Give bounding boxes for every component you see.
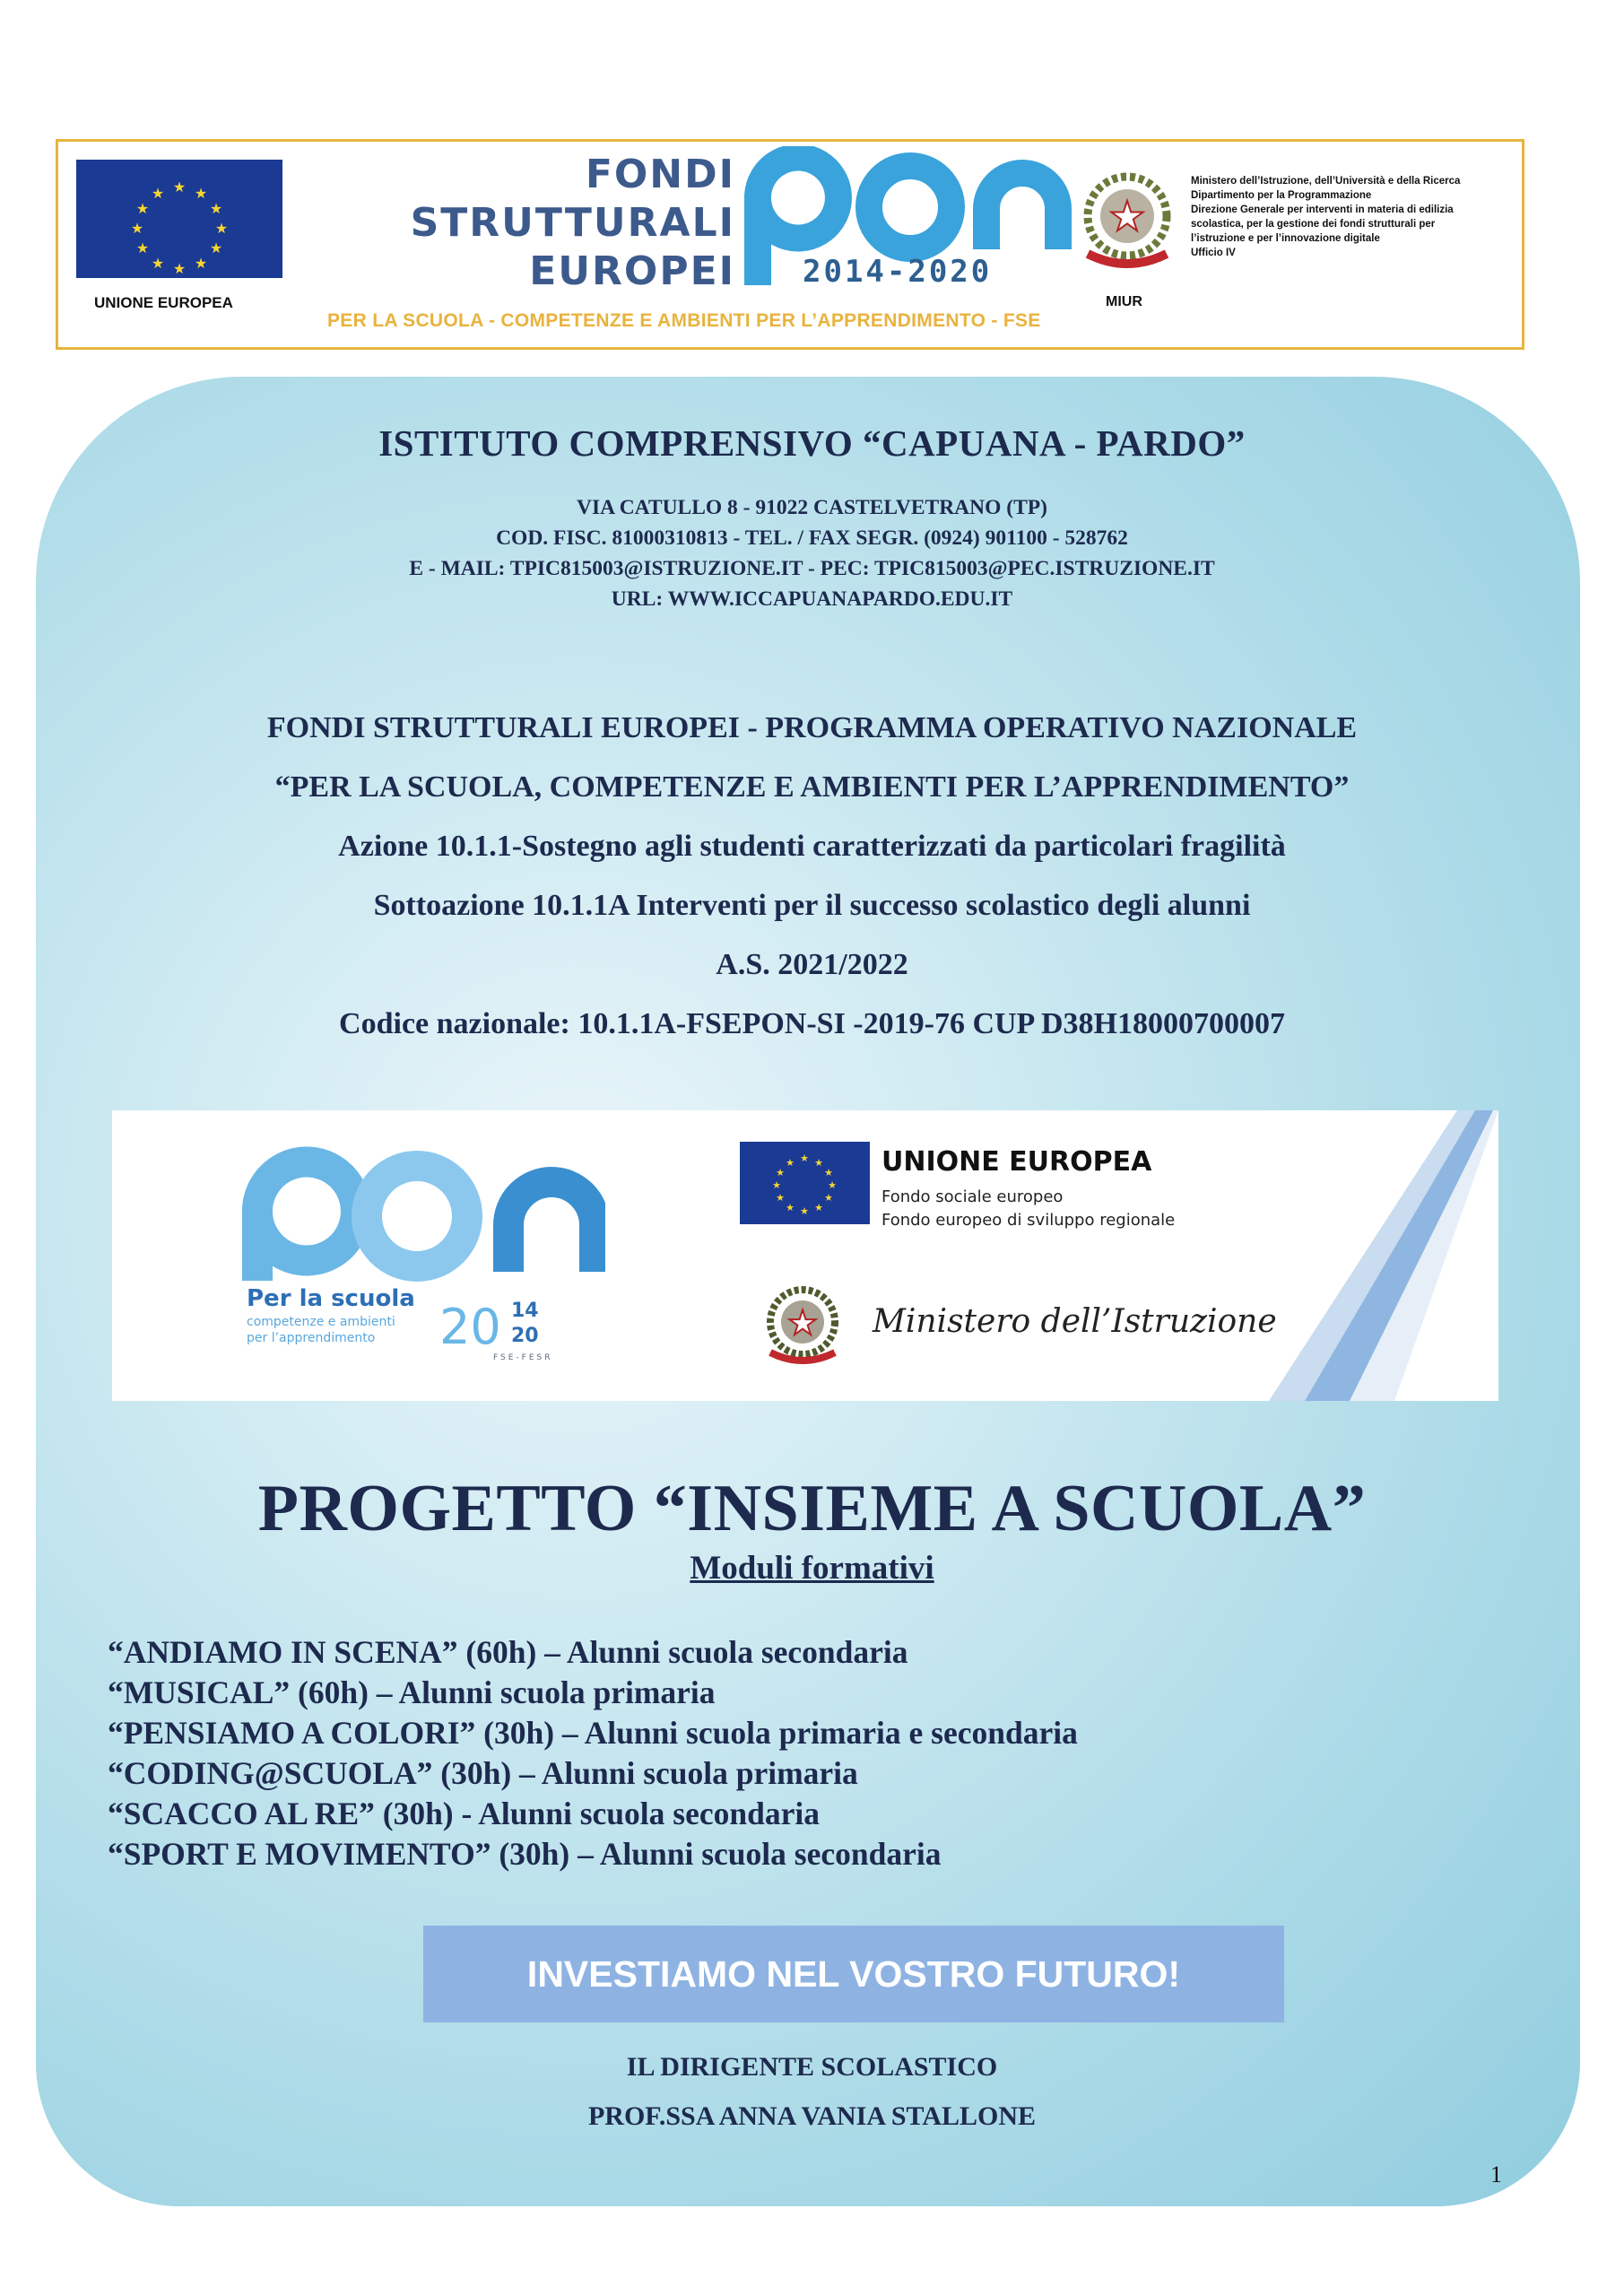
module-item: “SPORT E MOVIMENTO” (30h) – Alunni scuola secondaria [108, 1836, 942, 1872]
svg-text:★: ★ [814, 1158, 823, 1169]
module-item: “PENSIAMO A COLORI” (30h) – Alunni scuola primaria e secondaria [108, 1715, 1078, 1751]
svg-text:★: ★ [172, 262, 187, 277]
module-item: “CODING@SCUOLA” (30h) – Alunni scuola primaria [108, 1755, 858, 1791]
svg-text:★: ★ [776, 1193, 785, 1204]
svg-text:★: ★ [194, 187, 208, 202]
svg-text:★: ★ [824, 1168, 833, 1178]
school-fiscal: COD. FISC. 81000310813 - TEL. / FAX SEGR. (0924) 901100 - 528762 [496, 526, 1128, 550]
eu-label: UNIONE EUROPEA [94, 294, 233, 311]
miur-label: MIUR [1106, 294, 1142, 309]
svg-text:★: ★ [786, 1203, 795, 1213]
pon-years: 2014-2020 [803, 254, 993, 290]
svg-text:★: ★ [194, 257, 208, 272]
svg-text:★: ★ [151, 257, 165, 272]
pon-per-la-scuola-logo [220, 1146, 605, 1366]
strip-ministry: Ministero dell’Istruzione [873, 1303, 1277, 1340]
svg-text:★: ★ [786, 1305, 819, 1343]
pon-year-b: 14 [511, 1300, 539, 1322]
eu-flag-icon [76, 160, 282, 278]
school-address: VIA CATULLO 8 - 91022 CASTELVETRANO (TP) [577, 496, 1047, 519]
decorative-swoosh [1188, 1110, 1498, 1401]
miur-text-line: Direzione Generale per interventi in materia di edilizia [1191, 204, 1454, 215]
svg-text:★: ★ [814, 1203, 823, 1213]
pon-caption-2: competenze e ambienti [247, 1315, 395, 1329]
strip-eu-subtitle [881, 1186, 1175, 1232]
fse-title [323, 151, 735, 296]
fse-title-line: FONDI [585, 152, 735, 197]
school-email: E - MAIL: TPIC815003@ISTRUZIONE.IT - PEC: TPIC815003@PEC.ISTRUZIONE.IT [409, 557, 1215, 580]
signature-name: PROF.SSA ANNA VANIA STALLONE [587, 2101, 1037, 2131]
strip-eu-sub-line: Fondo europeo di sviluppo regionale [881, 1211, 1176, 1230]
svg-text:★: ★ [214, 222, 229, 237]
modules-list [108, 1632, 1078, 1874]
svg-text:★: ★ [828, 1180, 837, 1191]
italian-republic-emblem-icon [1072, 164, 1183, 275]
fse-title-line: STRUTTURALI [410, 200, 735, 246]
svg-text:★: ★ [1108, 194, 1146, 239]
pon-logo-strip [112, 1110, 1498, 1401]
svg-text:★: ★ [776, 1168, 785, 1178]
programme-line-2: “PER LA SCUOLA, COMPETENZE E AMBIENTI PER L’APPRENDIMENTO” [274, 770, 1350, 804]
svg-text:★: ★ [135, 202, 150, 217]
miur-text-line: Ministero dell’Istruzione, dell’Università e della Ricerca [1191, 176, 1461, 187]
svg-text:★: ★ [130, 222, 144, 237]
module-item: “MUSICAL” (60h) – Alunni scuola primaria [108, 1674, 716, 1710]
svg-text:★: ★ [786, 1158, 795, 1169]
school-year: A.S. 2021/2022 [716, 948, 908, 981]
strip-eu-title: UNIONE EUROPEA [881, 1146, 1152, 1178]
module-item: “SCACCO AL RE” (30h) - Alunni scuola secondaria [108, 1796, 820, 1831]
strip-eu-sub-line: Fondo sociale europeo [881, 1187, 1064, 1206]
svg-text:★: ★ [800, 1206, 809, 1217]
svg-text:★: ★ [151, 187, 165, 202]
school-name: ISTITUTO COMPRENSIVO “CAPUANA - PARDO” [378, 422, 1246, 464]
project-title: PROGETTO “INSIEME A SCUOLA” [257, 1472, 1367, 1545]
national-code: Codice nazionale: 10.1.1A-FSEPON-SI -2019-76 CUP D38H18000700007 [339, 1007, 1285, 1040]
miur-text-line: Dipartimento per la Programmazione [1191, 190, 1372, 201]
fse-subtitle: PER LA SCUOLA - COMPETENZE E AMBIENTI PER L’APPRENDIMENTO - FSE [327, 310, 1041, 331]
miur-text-line: scolastica, per la gestione dei fondi strutturali per [1191, 219, 1436, 230]
school-url: URL: WWW.ICCAPUANAPARDO.EDU.IT [611, 587, 1013, 611]
eu-flag-icon [740, 1142, 870, 1224]
svg-text:★: ★ [800, 1153, 809, 1164]
project-subtitle: Moduli formativi [690, 1550, 934, 1587]
svg-text:★: ★ [209, 241, 223, 257]
fse-top-banner [56, 139, 1524, 350]
pon-year-c: 20 [511, 1325, 539, 1347]
svg-text:★: ★ [824, 1193, 833, 1204]
svg-text:★: ★ [172, 180, 187, 196]
programme-action: Azione 10.1.1-Sostegno agli studenti caratterizzati da particolari fragilità [338, 830, 1286, 863]
page-number: 1 [1490, 2161, 1502, 2187]
svg-text:★: ★ [135, 241, 150, 257]
miur-text-line: Ufficio IV [1191, 248, 1236, 258]
svg-text:★: ★ [209, 202, 223, 217]
fse-title-line: EUROPEI [529, 248, 735, 294]
pon-caption-1: Per la scuola [247, 1285, 415, 1312]
italian-republic-emblem-icon [758, 1281, 847, 1370]
miur-text [1191, 174, 1523, 260]
signature-role: IL DIRIGENTE SCOLASTICO [626, 2052, 998, 2082]
investiamo-banner [423, 1926, 1284, 2022]
programme-subaction: Sottoazione 10.1.1A Interventi per il successo scolastico degli alunni [373, 889, 1251, 922]
module-item: “ANDIAMO IN SCENA” (60h) – Alunni scuola secondaria [108, 1634, 908, 1670]
svg-text:★: ★ [772, 1180, 781, 1191]
investiamo-text: INVESTIAMO NEL VOSTRO FUTURO! [526, 1952, 1181, 1995]
pon-caption-3: per l’apprendimento [247, 1331, 376, 1345]
pon-fund: FSE-FESR [493, 1353, 553, 1362]
programme-line-1: FONDI STRUTTURALI EUROPEI - PROGRAMMA OPERATIVO NAZIONALE [266, 711, 1358, 744]
pon-year-a: 20 [439, 1299, 501, 1355]
miur-text-line: l’istruzione e per l’innovazione digitale [1191, 233, 1380, 244]
